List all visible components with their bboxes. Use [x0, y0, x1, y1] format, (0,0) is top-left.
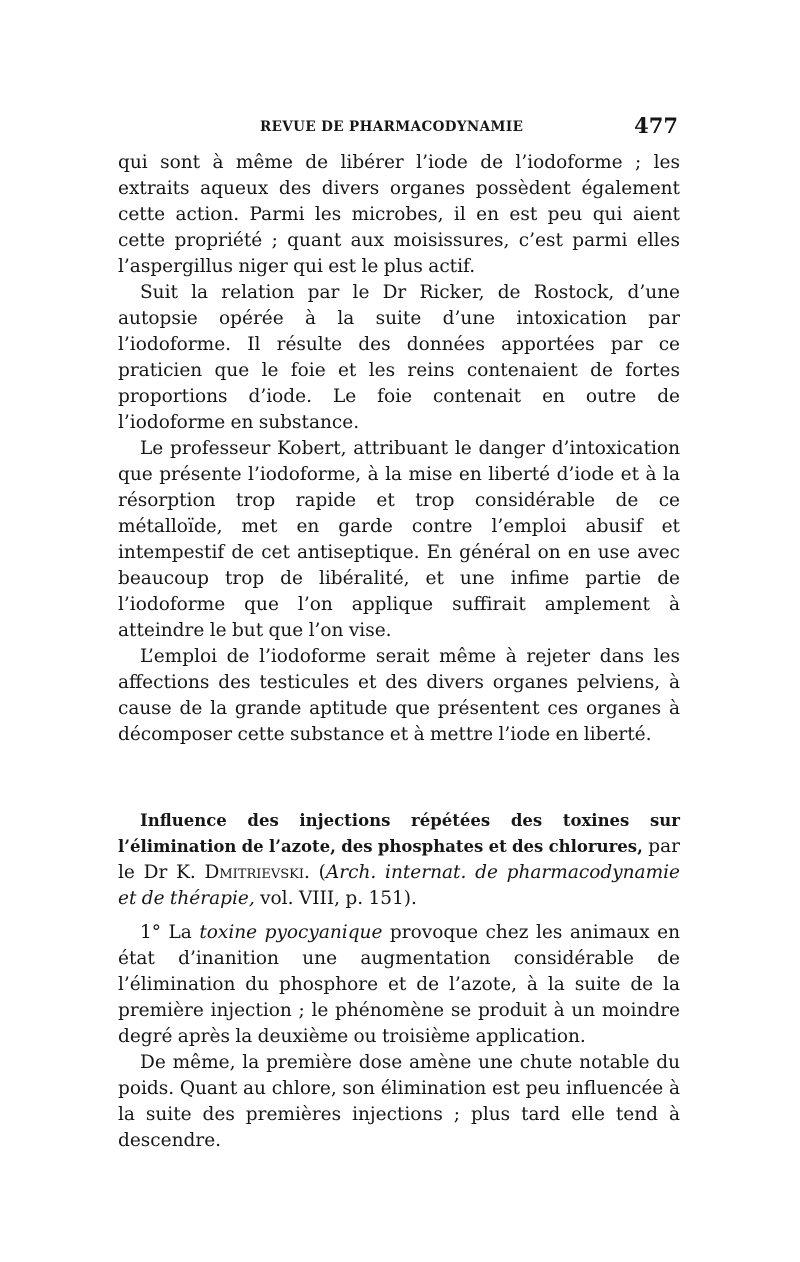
author-prefix: Dr [143, 862, 177, 883]
p1-lead: 1° La [140, 922, 200, 943]
running-head: REVUE DE PHARMACODYNAMIE [260, 119, 524, 135]
section-gap [118, 748, 680, 774]
article-heading [118, 808, 680, 912]
article-author: K. Dmitrievski. [176, 862, 310, 883]
article-by: par le [118, 836, 680, 883]
paragraph-autopsy: Suit la relation par le Dr Ricker, de Rostock, d’une autopsie opérée à la suite d’une intoxication par l’iodoforme. Il résulte des données apportées par ce praticien que le foie et les reins contenaient de fortes proportions d’iode. Le foie contenait en outre de l’iodoforme en substance. [118, 282, 680, 433]
page-number: 477 [634, 113, 678, 138]
toxin-name: toxine pyocyanique [199, 922, 383, 943]
paragraph-weight-chlorine: De même, la première dose amène une chute notable du poids. Quant au chlore, son élimination est peu influencée à la suite des premières injections ; plus tard elle tend à descendre. [118, 1052, 680, 1151]
article-title: Influence des injections répétées des toxines sur l’élimination de l’azote, des phosphates et des chlorures, [118, 811, 680, 856]
p1-rest: provoque chez les animaux en état d’inanition une augmentation considérable de l’élimination du phosphore et de l’azote, à la suite de la première injection ; le phénomène se produit à un moindre degré après la deuxième ou troisième application. [118, 922, 680, 1047]
page-header [118, 113, 680, 143]
section-gap [118, 774, 680, 800]
open-paren: ( [309, 862, 326, 883]
article-reference: vol. VIII, p. 151). [254, 888, 417, 909]
paragraph-continuation: qui sont à même de libérer l’iode de l’iodoforme ; les extraits aqueux des divers organes possèdent également cette action. Parmi les microbes, il en est peu qui aient cette propriété ; quant aux moisissures, c’est parmi elles l’aspergillus niger qui est le plus actif. [118, 152, 680, 277]
paragraph-pyocyanic [118, 920, 680, 1050]
body-text [118, 150, 680, 1154]
paragraph-iodoform-use: L’emploi de l’iodoforme serait même à rejeter dans les affections des testicules et des divers organes pelviens, à cause de la grande aptitude que présentent ces organes à décomposer cette substance et à mettre l’iode en liberté. [118, 646, 680, 745]
article-journal: Arch. internat. de pharmacodynamie et de thérapie, [118, 862, 680, 909]
paragraph-kobert: Le professeur Kobert, attribuant le danger d’intoxication que présente l’iodoforme, à la mise en liberté d’iode et à la résorption trop rapide et trop considérable de ce métalloïde, met en garde contre l’emploi abusif et intempestif de cet antiseptique. En général on en use avec beaucoup trop de libéralité, et une infime partie de l’iodoforme que l’on applique suffirait amplement à atteindre le but que l’on vise. [118, 438, 680, 641]
